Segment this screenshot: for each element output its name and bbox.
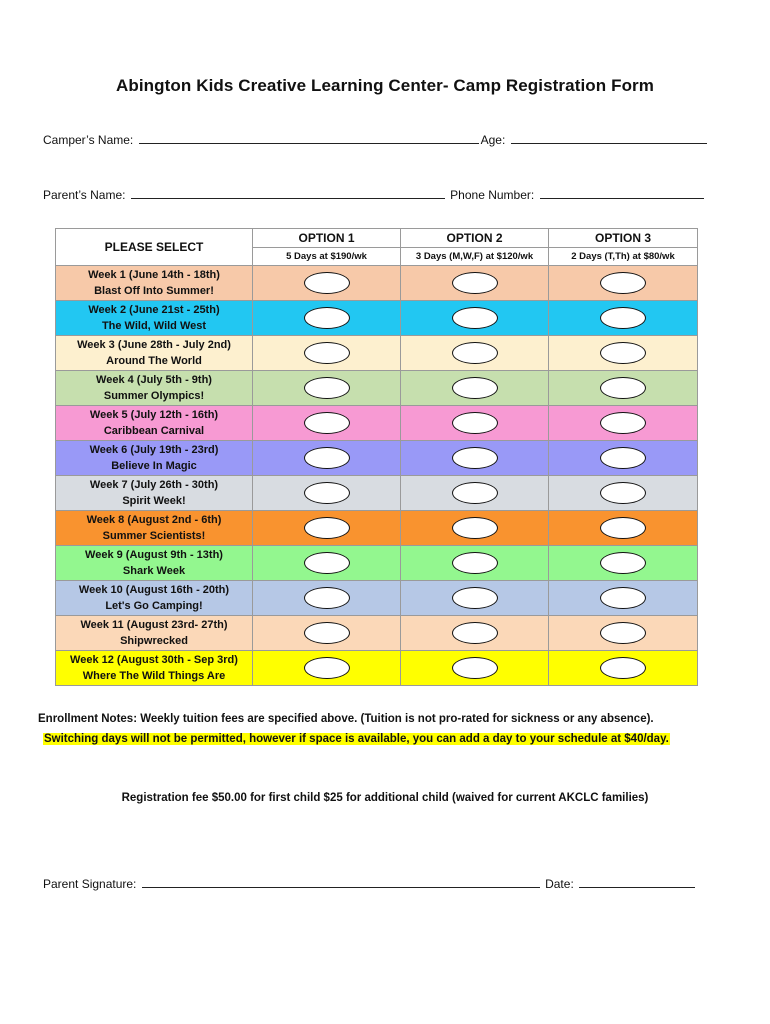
option-3-cell — [549, 476, 698, 511]
option-3-cell — [549, 371, 698, 406]
week-dates: Week 2 (June 21st - 25th) — [88, 304, 220, 316]
week-label — [56, 406, 253, 441]
option-2-select-oval[interactable] — [452, 447, 498, 469]
option-3-cell — [549, 546, 698, 581]
option-1-cell — [253, 406, 401, 441]
option-2-cell — [401, 651, 549, 686]
option-2-cell — [401, 476, 549, 511]
option-1-select-oval[interactable] — [304, 447, 350, 469]
option-1-cell — [253, 651, 401, 686]
option-1-select-oval[interactable] — [304, 587, 350, 609]
option-1-select-oval[interactable] — [304, 517, 350, 539]
age-label: Age: — [480, 133, 506, 147]
enrollment-notes: Enrollment Notes: Weekly tuition fees are specified above. (Tuition is not pro-rated for sickness or any absence). — [38, 713, 654, 725]
option-2-cell — [401, 266, 549, 301]
week-label — [56, 546, 253, 581]
week-theme: Believe In Magic — [111, 460, 197, 472]
option-1-title: OPTION 1 — [253, 229, 401, 248]
week-theme: Spirit Week! — [122, 495, 186, 507]
option-2-cell — [401, 441, 549, 476]
switching-days-note: Switching days will not be permitted, however if space is available, you can add a day to your schedule at $40/day. — [44, 733, 669, 745]
week-theme: The Wild, Wild West — [101, 320, 207, 332]
week-dates: Week 10 (August 16th - 20th) — [78, 584, 230, 596]
option-3-title: OPTION 3 — [549, 229, 698, 248]
parent-name-label: Parent’s Name: — [43, 188, 126, 202]
week-label — [56, 511, 253, 546]
signature-label: Parent Signature: — [43, 877, 137, 891]
option-2-cell — [401, 336, 549, 371]
option-3-select-oval[interactable] — [600, 412, 646, 434]
option-1-cell — [253, 371, 401, 406]
option-2-title: OPTION 2 — [401, 229, 549, 248]
option-2-select-oval[interactable] — [452, 587, 498, 609]
option-1-cell — [253, 476, 401, 511]
camper-name-field[interactable] — [139, 132, 479, 144]
option-2-cell — [401, 581, 549, 616]
option-1-cell — [253, 336, 401, 371]
week-label — [56, 476, 253, 511]
option-2-select-oval[interactable] — [452, 412, 498, 434]
week-dates: Week 12 (August 30th - Sep 3rd) — [70, 654, 238, 666]
option-1-select-oval[interactable] — [304, 552, 350, 574]
option-2-select-oval[interactable] — [452, 272, 498, 294]
option-3-cell — [549, 651, 698, 686]
option-2-select-oval[interactable] — [452, 657, 498, 679]
week-label — [56, 581, 253, 616]
week-row — [56, 441, 698, 476]
week-row — [56, 616, 698, 651]
signature-row — [43, 876, 697, 891]
option-1-cell — [253, 511, 401, 546]
week-label — [56, 371, 253, 406]
option-3-cell — [549, 616, 698, 651]
option-2-price: 3 Days (M,W,F) at $120/wk — [401, 247, 549, 266]
option-3-select-oval[interactable] — [600, 307, 646, 329]
camper-name-label: Camper’s Name: — [43, 133, 134, 147]
week-row — [56, 301, 698, 336]
option-1-select-oval[interactable] — [304, 657, 350, 679]
parent-name-field[interactable] — [131, 187, 445, 199]
option-1-cell — [253, 546, 401, 581]
week-theme: Summer Olympics! — [103, 390, 205, 402]
week-label — [56, 266, 253, 301]
option-3-select-oval[interactable] — [600, 377, 646, 399]
week-row — [56, 371, 698, 406]
option-2-cell — [401, 406, 549, 441]
week-label — [56, 441, 253, 476]
date-field[interactable] — [579, 876, 695, 888]
week-dates: Week 8 (August 2nd - 6th) — [86, 514, 222, 526]
option-3-select-oval[interactable] — [600, 622, 646, 644]
week-selection-table — [55, 228, 698, 686]
week-label — [56, 301, 253, 336]
option-3-cell — [549, 511, 698, 546]
week-row — [56, 406, 698, 441]
option-1-select-oval[interactable] — [304, 622, 350, 644]
form-title: Abington Kids Creative Learning Center- Camp Registration Form — [116, 76, 654, 95]
option-3-select-oval[interactable] — [600, 482, 646, 504]
week-row — [56, 336, 698, 371]
phone-field[interactable] — [540, 187, 704, 199]
option-3-cell — [549, 336, 698, 371]
week-row — [56, 476, 698, 511]
week-theme: Where The Wild Things Are — [82, 670, 226, 682]
option-2-select-oval[interactable] — [452, 622, 498, 644]
week-label — [56, 616, 253, 651]
week-dates: Week 1 (June 14th - 18th) — [88, 269, 220, 281]
week-dates: Week 3 (June 28th - July 2nd) — [77, 339, 231, 351]
option-2-select-oval[interactable] — [452, 517, 498, 539]
option-1-cell — [253, 266, 401, 301]
option-2-cell — [401, 546, 549, 581]
option-1-select-oval[interactable] — [304, 377, 350, 399]
option-2-select-oval[interactable] — [452, 377, 498, 399]
signature-field[interactable] — [142, 876, 540, 888]
week-row — [56, 511, 698, 546]
option-3-select-oval[interactable] — [600, 657, 646, 679]
phone-label: Phone Number: — [450, 188, 535, 202]
option-1-select-oval[interactable] — [304, 307, 350, 329]
age-field[interactable] — [511, 132, 707, 144]
option-2-cell — [401, 371, 549, 406]
option-3-cell — [549, 266, 698, 301]
please-select-header: PLEASE SELECT — [56, 229, 253, 266]
option-1-cell — [253, 616, 401, 651]
option-3-select-oval[interactable] — [600, 552, 646, 574]
week-dates: Week 7 (July 26th - 30th) — [89, 479, 219, 491]
option-3-select-oval[interactable] — [600, 342, 646, 364]
option-3-cell — [549, 406, 698, 441]
option-1-price: 5 Days at $190/wk — [253, 247, 401, 266]
option-2-select-oval[interactable] — [452, 552, 498, 574]
week-row — [56, 581, 698, 616]
week-theme: Caribbean Carnival — [103, 425, 205, 437]
option-1-cell — [253, 301, 401, 336]
week-theme: Blast Off Into Summer! — [94, 285, 214, 297]
week-dates: Week 9 (August 9th - 13th) — [85, 549, 223, 561]
option-2-select-oval[interactable] — [452, 342, 498, 364]
option-2-cell — [401, 301, 549, 336]
option-1-select-oval[interactable] — [304, 342, 350, 364]
option-1-select-oval[interactable] — [304, 412, 350, 434]
registration-fee-note: Registration fee $50.00 for first child $25 for additional child (waived for current AKCLC families) — [121, 792, 649, 804]
week-dates: Week 11 (August 23rd- 27th) — [80, 619, 228, 631]
week-theme: Let's Go Camping! — [105, 600, 203, 612]
week-dates: Week 5 (July 12th - 16th) — [89, 409, 219, 421]
option-1-cell — [253, 441, 401, 476]
option-3-select-oval[interactable] — [600, 272, 646, 294]
week-label — [56, 336, 253, 371]
camper-row — [43, 132, 709, 147]
week-theme: Around The World — [106, 355, 202, 367]
option-3-select-oval[interactable] — [600, 517, 646, 539]
week-theme: Shark Week — [122, 565, 186, 577]
option-3-cell — [549, 581, 698, 616]
week-row — [56, 651, 698, 686]
week-label — [56, 651, 253, 686]
option-2-select-oval[interactable] — [452, 307, 498, 329]
week-row — [56, 266, 698, 301]
week-theme: Shipwrecked — [120, 635, 188, 647]
option-2-select-oval[interactable] — [452, 482, 498, 504]
option-1-select-oval[interactable] — [304, 482, 350, 504]
date-label: Date: — [545, 877, 574, 891]
parent-row — [43, 187, 706, 202]
option-3-select-oval[interactable] — [600, 587, 646, 609]
week-dates: Week 6 (July 19th - 23rd) — [89, 444, 219, 456]
week-theme: Summer Scientists! — [102, 530, 206, 542]
option-1-cell — [253, 581, 401, 616]
option-3-select-oval[interactable] — [600, 447, 646, 469]
option-3-price: 2 Days (T,Th) at $80/wk — [549, 247, 698, 266]
option-1-select-oval[interactable] — [304, 272, 350, 294]
option-3-cell — [549, 441, 698, 476]
week-row — [56, 546, 698, 581]
option-2-cell — [401, 616, 549, 651]
option-2-cell — [401, 511, 549, 546]
week-dates: Week 4 (July 5th - 9th) — [96, 374, 212, 386]
option-3-cell — [549, 301, 698, 336]
